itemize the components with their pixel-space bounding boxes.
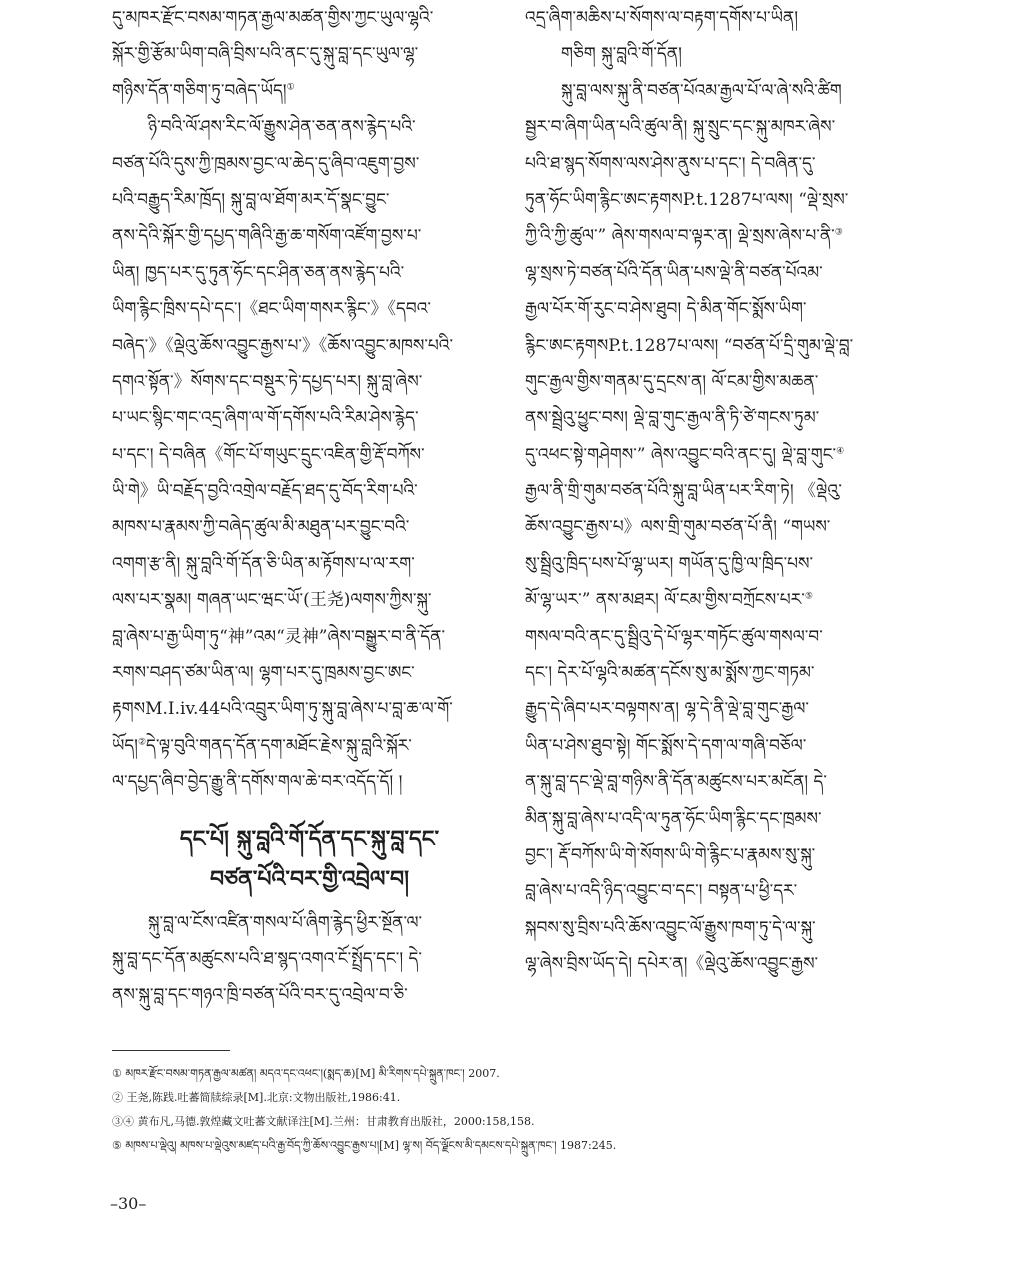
body-line: སུ་སྦྲིའུ་ཁྲིད་པས་པོ་ལྷ་ཡར། གཡོན་དུ་ཁྱི་ལ་ཁྲིད་པས་: [525, 553, 814, 574]
body-line: ན་སྐུ་བླ་དང་ལྡེ་བླ་གཉིས་ནི་དོན་མཚུངས་པར་མངོན། དེ་: [525, 772, 827, 793]
body-line: སྐུ་བླ་ལས་སྐུ་ནི་བཙན་པོའམ་རྒྱལ་པོ་ལ་ཞེ་སའི་ཚིག: [561, 80, 842, 101]
body-line: པའི་ཐ་སྙད་སོགས་ལས་ཤེས་ནུས་པ་དང་། དེ་བཞིན་དུ་: [525, 153, 816, 174]
left-column: [112, 0, 507, 1014]
body-line: བཙན་པོའི་དུས་ཀྱི་ཁྲམས་བྱང་ལ་ཆེད་དུ་ཞིབ་འཇུག་བྱས་: [112, 153, 420, 174]
body-line: ཏུན་ཧོང་ཡིག་རྙིང་ཨང་རྟགསP.t.1287པ་ལས། “ལྡེ་སྲས་: [525, 189, 849, 210]
body-line: སྐབས་སུ་བྲིས་པའི་ཆོས་འབྱུང་ལོ་རྒྱུས་ཁག་ཏུ་དེ་ལ་སྐུ་: [525, 917, 816, 938]
footnote: [112, 1134, 912, 1158]
footnote-text: 王尧,陈践.吐蕃简牍综录[M].北京:文物出版社,1986:41.: [126, 1091, 401, 1104]
body-line: ལ་དཔྱད་ཞིབ་བྱེད་རྒྱུ་ནི་དགོས་གལ་ཆེ་བར་འདོད་དོ། །: [112, 772, 403, 793]
body-line: བཞེད་》《ལྡེའུ་ཆོས་འབྱུང་རྒྱས་པ་》《ཆོས་འབྱུང་མཁས་པའི་: [112, 335, 454, 356]
body-line: གུང་རྒྱལ་གྱིས་གནམ་དུ་དྲངས་ན། ལོ་ངམ་གྱིས་མཆན་: [525, 371, 819, 392]
body-line: བླ་ཞེས་པ་རྒྱ་ཡིག་ཏུ“神”འམ“灵神”ཞེས་བསྒྱུར་བ་ནི་དོན་: [112, 626, 446, 647]
body-line: འགག་རྩ་ནི། སྐུ་བླའི་གོ་དོན་ཅི་ཡིན་མ་རྟོགས་པ་ལ་རག་: [112, 553, 415, 574]
body-line: རྙིང་ཨང་རྟགསP.t.1287པ་ལས། “བཙན་པོ་དྲི་གུམ་ལྡེ་བླ་: [525, 335, 854, 356]
footnote-marker: ⑤: [112, 1139, 122, 1152]
body-line: འདྲ་ཞིག་མཆིས་པ་སོགས་ལ་བརྟག་དགོས་པ་ཡིན།: [525, 8, 799, 28]
section-heading: [112, 819, 507, 899]
footnotes: [112, 1062, 912, 1158]
body-line: དུ་མཁར་རྫོང་བསམ་གཏན་རྒྱལ་མཚན་གྱིས་ཀྱང་ཡུལ་ལྷའི་: [112, 8, 434, 28]
footnote-text: མཁར་རྫོང་བསམ་གཏན་རྒྱལ་མཚན། མདའ་དང་འཕང་།(སྨད་ཆ)[M] མི་རིགས་དཔེ་སྐྲུན་ཁང་། 2007.: [125, 1067, 500, 1080]
footnote-ref: ③: [834, 227, 843, 238]
footnote-ref: ⑤: [804, 591, 813, 602]
body-line: པ་ཡང་སྙིང་གང་འདྲ་ཞིག་ལ་གོ་དགོས་པའི་རིམ་ཤེས་རྙེད་: [112, 408, 419, 429]
body-line: དུ་འཕང་སྟེ་གཤེགས་” ཞེས་འབྱུང་བའི་ནང་དུ། ལྡེ་བླ་གུང་④: [525, 444, 845, 465]
body-line: ཡིན། ཁྱད་པར་དུ་ཏུན་ཧོང་དང་ཤིན་ཅན་ནས་རྙེད་པའི་: [112, 262, 405, 283]
subheading: གཅིག སྐུ་བླའི་གོ་དོན།: [561, 44, 682, 65]
section-heading-line: བཙན་པོའི་བར་གྱི་འབྲེལ་བ།: [210, 865, 409, 892]
footnote-ref: ①: [286, 82, 295, 93]
body-line: རྒྱལ་པོར་གོ་རུང་བ་ཤེས་ཐུབ། དེ་མིན་གོང་སྨོས་ཡིག་: [525, 299, 807, 320]
footnote-ref: ④: [836, 446, 845, 457]
body-line: མོ་ལྷ་ཡར་” ནས་མཐར། ལོ་ངམ་གྱིས་བཀྲོངས་པར་⑤: [525, 590, 813, 611]
body-line: སྐུ་བླ་ལ་ངོས་འཛིན་གསལ་པོ་ཞིག་རྙེད་ཕྱིར་སྔོན་ལ་: [148, 912, 423, 933]
body-line: རྟགསM.I.iv.44པའི་འབྲུར་ཡིག་ཏུ་སྐུ་བླ་ཞེས་པ་བླ་ཆ་ལ་གོ་: [112, 699, 453, 720]
body-line: མཁས་པ་རྣམས་ཀྱི་བཞེད་ཚུལ་མི་མཐུན་པར་བྱུང་བའི་: [112, 517, 410, 538]
footnote-ref: ②: [137, 737, 147, 748]
body-line: ཀྱི་འི་ཀྱི་ཚུལ་” ཞེས་གསལ་བ་ལྟར་ན། ལྡེ་སྲས་ཞེས་པ་ནི་③: [525, 226, 843, 247]
body-line: ཆོས་འབྱུང་རྒྱས་པ》ལས་གྲི་གུམ་བཙན་པོ་ནི། “གཡས་: [525, 517, 831, 538]
footnote: [112, 1086, 912, 1110]
body-line: རྒྱུད་དེ་ཞིབ་པར་བལྟགས་ན། ལྷ་དེ་ནི་ལྡེ་བླ་གུང་རྒྱལ་: [525, 699, 809, 720]
footnote-text: 黄布凡,马德.敦煌藏文吐蕃文献译注[M].兰州：甘肃教育出版社，2000:158,158.: [137, 1115, 535, 1128]
body-line: ནས་སྦྲེའུ་ཕྱུང་བས། ལྡེ་བླ་གུང་རྒྱལ་ནི་ཏི་ཙེ་གངས་ཏུམ་: [525, 408, 820, 429]
body-line: ལྷ་ཞེས་བྲིས་ཡོད་དེ། དཔེར་ན།《ལྡེའུ་ཆོས་འབྱུང་རྒྱས་: [525, 954, 819, 975]
body-line: གཉིས་དོན་གཅིག་ཏུ་བཞེད་ཡོད།①: [112, 80, 295, 101]
body-line: དགའ་སྟོན་》སོགས་དང་བསྡུར་ཏེ་དཔྱད་པར། སྐུ་བླ་ཞེས་: [112, 371, 423, 392]
body-line: པའི་བརྒྱུད་རིམ་ཁྲོད། སྐུ་བླ་ལ་ཐོག་མར་དོ་སྣང་བྱུང་: [112, 189, 390, 210]
body-line: ནས་དེའི་སྐོར་གྱི་དཔྱད་གཞིའི་རྒྱ་ཆ་གསོག་འཛོག་བྱས་པ་: [112, 226, 422, 247]
footnote-marker: ②: [112, 1091, 123, 1104]
body-line: པ་དང་། དེ་བཞིན《གོང་པོ་གཡུང་དྲུང་འཇིན་གྱི་རྡོ་བཀོས་: [112, 444, 425, 465]
body-line: བྱང་། རྡོ་བཀོས་ཡི་གེ་སོགས་ཡི་གེ་རྙིང་པ་རྣམས་སུ་སྐུ་: [525, 845, 816, 865]
body-line: རྒྱལ་ནི་གྲི་གུམ་བཙན་པོའི་སྐུ་བླ་ཡིན་པར་རིག་ཏེ། 《ལྡེའུ་: [525, 481, 842, 502]
footnote-text: མཁས་པ་ལྡེའུ། མཁས་པ་ལྡེའུས་མཛད་པའི་རྒྱ་བོད་ཀྱི་ཆོས་འབྱུང་རྒྱས་པ།[M] ལྷ་ས། བོད་ལྗོངས་མི་དམངས་དཔེ་སྐྲུན་ཁང་། 1987:245.: [125, 1139, 617, 1152]
body-line: ཡིན་པ་ཤེས་ཐུབ་སྟེ། གོང་སྨོས་དེ་དག་ལ་གཞི་བཅོལ་: [525, 735, 807, 756]
body-line: ནས་སྐུ་བླ་དང་གཉའ་ཁྲི་བཙན་པོའི་བར་དུ་འབྲེལ་བ་ཅི་: [112, 985, 408, 1006]
body-line: དང་། དེར་པོ་ལྷའི་མཚན་དངོས་སུ་མ་སྨོས་ཀྱང་གཏམ་: [525, 663, 815, 684]
section-heading-line: དང་པོ། སྐུ་བླའི་གོ་དོན་དང་སྐུ་བླ་དང་: [179, 825, 440, 852]
body-line: ཡི་གེ》ཡི་བརྗོད་བྱའི་འགྲེལ་བརྗོད་ཐད་དུ་བོད་རིག་པའི་: [112, 481, 418, 502]
body-line: ལྷ་སྲས་ཏེ་བཙན་པོའི་དོན་ཡིན་པས་ལྡེ་ནི་བཙན་པོའམ་: [525, 262, 823, 283]
body-line: ཉི་བའི་ལོ་ཤས་རིང་ལོ་རྒྱུས་ཤེན་ཅན་ནས་རྙེད་པའི་: [148, 117, 416, 138]
footnote: [112, 1062, 912, 1086]
body-line: ཡིག་རྙིང་ཁྲིས་དཔེ་དང་།《ཐང་ཡིག་གསར་རྙིང་》《དབའ་: [112, 299, 431, 320]
footnote-marker: ③④: [112, 1115, 134, 1128]
body-line: བླ་ཞེས་པ་འདི་ཉིད་འབྱུང་བ་དང་། བསྟན་པ་ཕྱི་དར་: [525, 881, 798, 902]
body-line: མིན་སྐུ་བླ་ཞེས་པ་འདི་ལ་ཏུན་ཧོང་ཡིག་རྙིང་དང་ཁྲམས་: [525, 808, 822, 829]
body-line: སྐུ་བླ་དང་དོན་མཚུངས་པའི་ཐ་སྙད་འགའ་ངོ་སྤྲོད་དང་། དེ་: [112, 948, 422, 969]
footnote-divider: [112, 1050, 230, 1051]
footnote-marker: ①: [112, 1067, 122, 1080]
body-line: ལས་པར་སྣམ། གཞན་ཡང་ཝང་ཡོ་(王尧)ལགས་ཀྱིས་སྐུ་: [112, 590, 432, 611]
page-number: –30–: [110, 1194, 147, 1213]
body-line: གསལ་བའི་ནང་དུ་སྦྲིའུ་དེ་པོ་ལྷར་གཏོང་ཚུལ་གསལ་བ་: [525, 626, 823, 647]
right-column: [525, 0, 920, 983]
body-line: སྐོར་གྱི་རྩོམ་ཡིག་བཞི་བྲིས་པའི་ནང་དུ་སྐུ་བླ་དང་ཡུལ་ལྷ་: [112, 44, 419, 65]
body-line: ཡོད།②དེ་ལྟ་བུའི་གནད་དོན་དག་མཐོང་རྗེས་སྐུ་བླའི་སྐོར་: [112, 735, 412, 756]
body-line: སྦྱར་བ་ཞིག་ཡིན་པའི་ཚུལ་ནི། སྐུ་སྲུང་དང་སྐུ་མཁར་ཞེས་: [525, 117, 836, 138]
footnote: [112, 1110, 912, 1134]
body-line: རགས་བཤད་ཙམ་ཡིན་ལ། ལྷག་པར་དུ་ཁྲམས་བྱང་ཨང་: [112, 663, 415, 684]
